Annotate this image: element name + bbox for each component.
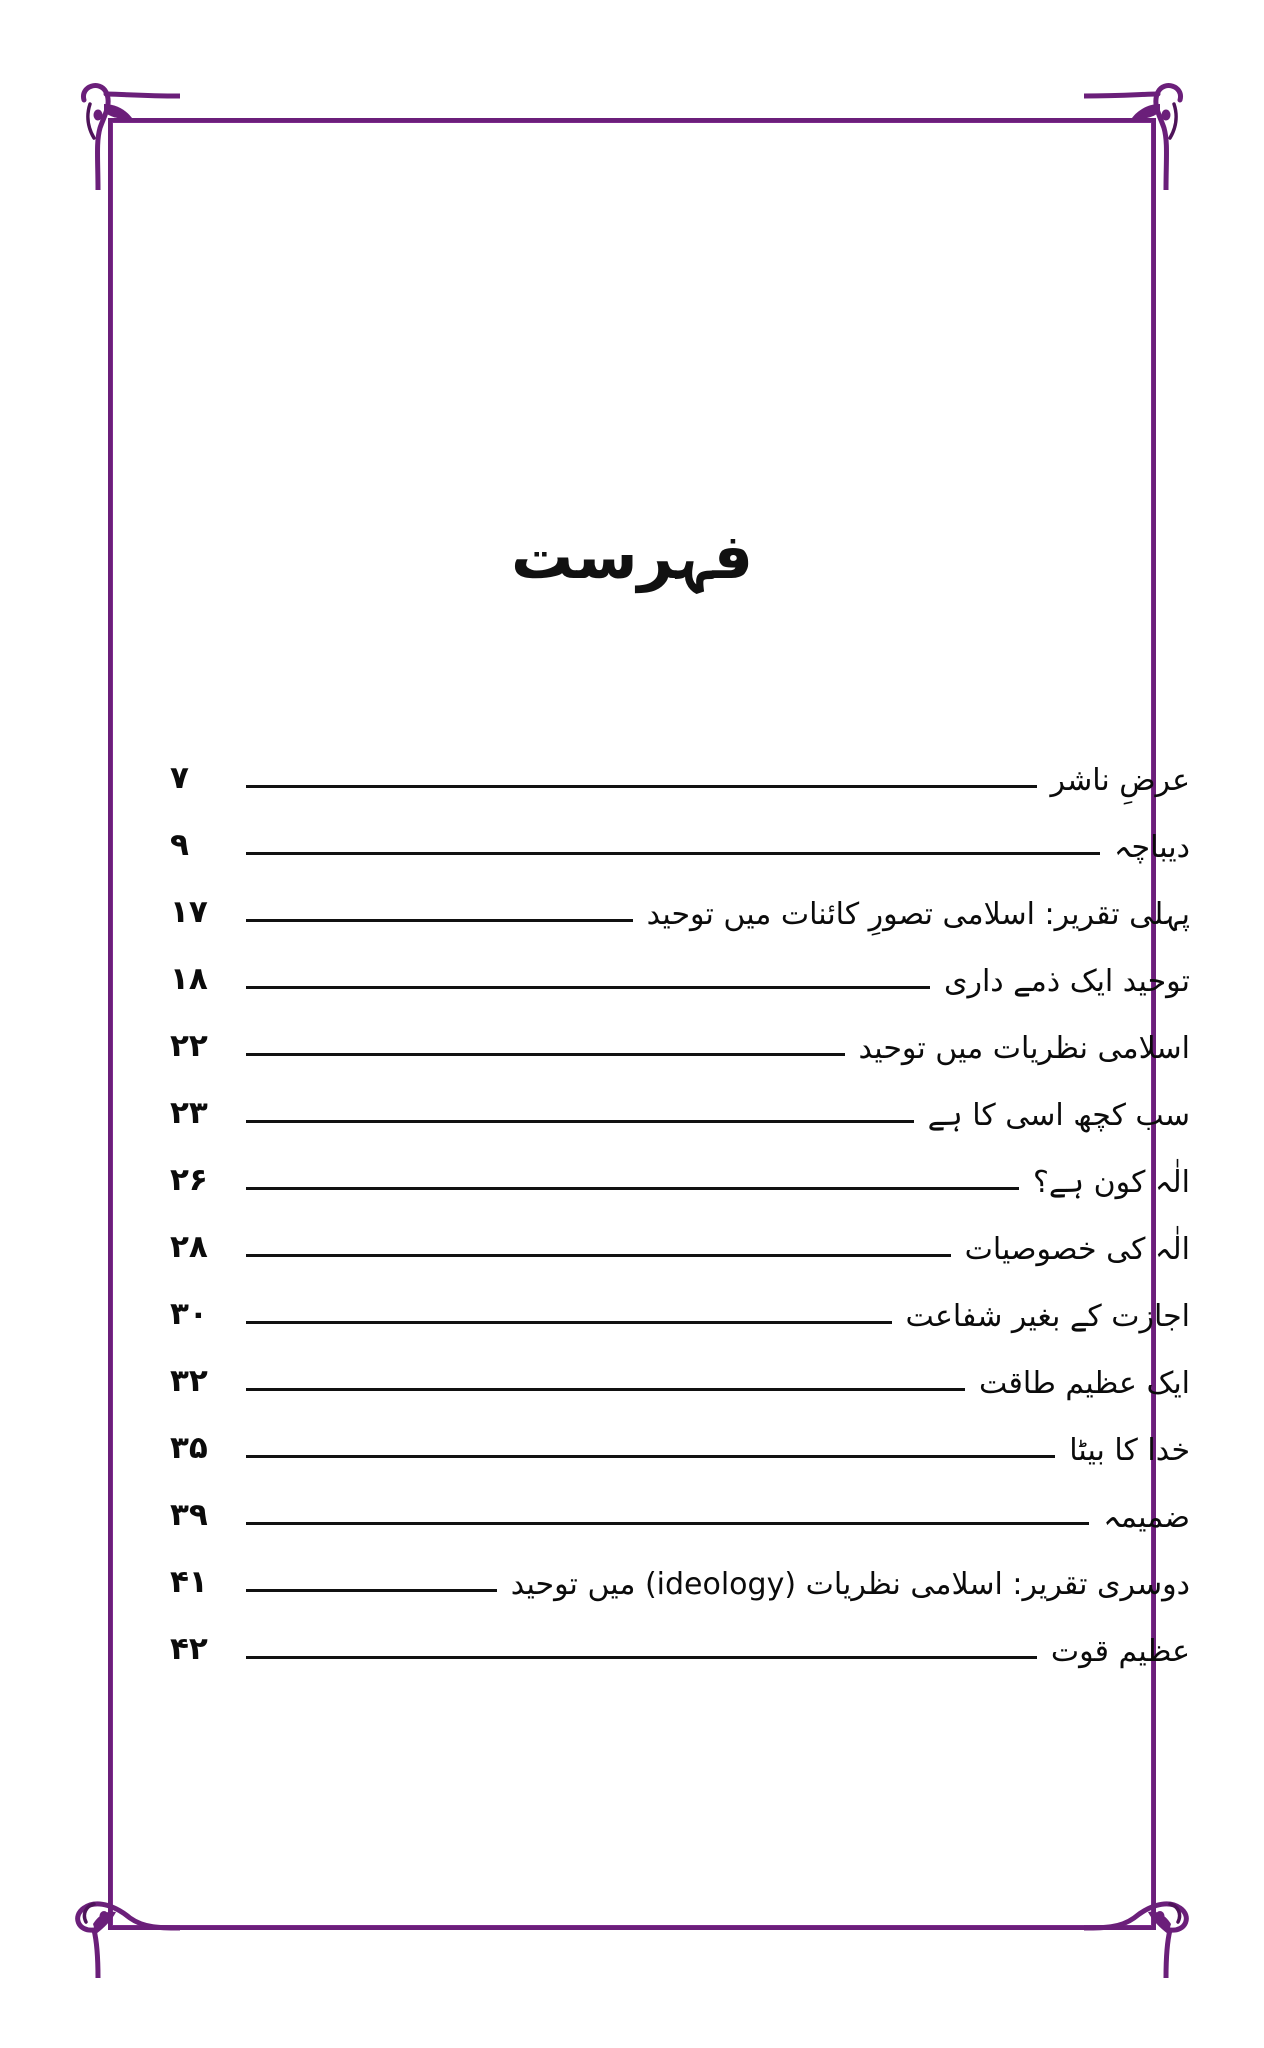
toc-leader-line bbox=[246, 1589, 497, 1592]
toc-entry-page-number: ۴۲ bbox=[170, 1631, 208, 1667]
toc-leader-line bbox=[246, 785, 1037, 788]
toc-leader-line bbox=[246, 1455, 1055, 1458]
toc-entry-label: ضمیمہ bbox=[1103, 1500, 1190, 1535]
toc-entry-row[interactable] bbox=[170, 1070, 1190, 1137]
toc-entry-page-number: ۱۸ bbox=[170, 961, 208, 997]
toc-entry-label: عظیم قوت bbox=[1050, 1634, 1190, 1669]
toc-entry-page-number: ۲۳ bbox=[170, 1095, 208, 1131]
toc-entry-page-number: ۲۲ bbox=[170, 1028, 208, 1064]
toc-entry-row[interactable] bbox=[170, 869, 1190, 936]
toc-entry-row[interactable] bbox=[170, 1003, 1190, 1070]
table-of-contents-list bbox=[170, 735, 1190, 1673]
toc-entry-page-number: ۹ bbox=[170, 827, 189, 863]
toc-entry-row[interactable] bbox=[170, 1539, 1190, 1606]
toc-entry-page-number: ۳۵ bbox=[170, 1430, 208, 1466]
toc-entry-row[interactable] bbox=[170, 1405, 1190, 1472]
toc-entry-row[interactable] bbox=[170, 1271, 1190, 1338]
toc-leader-line bbox=[246, 1388, 965, 1391]
toc-entry-row[interactable] bbox=[170, 936, 1190, 1003]
toc-entry-row[interactable] bbox=[170, 1472, 1190, 1539]
toc-entry-page-number: ۲۶ bbox=[170, 1162, 208, 1198]
toc-entry-page-number: ۱۷ bbox=[170, 894, 208, 930]
toc-entry-label: سب کچھ اسی کا ہے bbox=[927, 1098, 1190, 1133]
toc-entry-label: ایک عظیم طاقت bbox=[979, 1366, 1190, 1401]
toc-leader-line bbox=[246, 1321, 892, 1324]
toc-entry-label: الٰہ کون ہے؟ bbox=[1032, 1165, 1190, 1200]
toc-leader-line bbox=[246, 919, 633, 922]
toc-leader-line bbox=[246, 1522, 1089, 1525]
toc-entry-label: عرضِ ناشر bbox=[1050, 763, 1190, 798]
toc-entry-page-number: ۷ bbox=[170, 760, 189, 796]
toc-entry-label: الٰہ کی خصوصیات bbox=[964, 1232, 1190, 1267]
toc-leader-line bbox=[246, 1187, 1019, 1190]
toc-leader-line bbox=[246, 1656, 1037, 1659]
toc-leader-line bbox=[246, 1053, 845, 1056]
toc-leader-line bbox=[246, 986, 930, 989]
toc-entry-label: خدا کا بیٹا bbox=[1069, 1433, 1190, 1468]
toc-entry-row[interactable] bbox=[170, 1338, 1190, 1405]
toc-entry-label: پہلی تقریر: اسلامی تصورِ کائنات میں توحید bbox=[646, 897, 1190, 932]
toc-entry-label: توحید ایک ذمے داری bbox=[943, 964, 1190, 999]
toc-entry-page-number: ۳۲ bbox=[170, 1363, 208, 1399]
toc-entry-page-number: ۴۱ bbox=[170, 1564, 208, 1600]
toc-entry-row[interactable] bbox=[170, 802, 1190, 869]
toc-entry-row[interactable] bbox=[170, 1606, 1190, 1673]
toc-entry-page-number: ۳۹ bbox=[170, 1497, 208, 1533]
toc-entry-page-number: ۳۰ bbox=[170, 1296, 208, 1332]
toc-leader-line bbox=[246, 1120, 914, 1123]
toc-entry-row[interactable] bbox=[170, 1137, 1190, 1204]
toc-entry-page-number: ۲۸ bbox=[170, 1229, 208, 1265]
toc-entry-row[interactable] bbox=[170, 1204, 1190, 1271]
toc-entry-label: دیباچہ bbox=[1113, 830, 1190, 865]
toc-leader-line bbox=[246, 852, 1100, 855]
toc-entry-label: دوسری تقریر: اسلامی نظریات (ideology) میں توحید bbox=[510, 1567, 1190, 1602]
page-title: فہرست bbox=[510, 520, 754, 593]
toc-entry-label: اسلامی نظریات میں توحید bbox=[858, 1031, 1190, 1066]
toc-leader-line bbox=[246, 1254, 951, 1257]
toc-entry-label: اجازت کے بغیر شفاعت bbox=[905, 1299, 1190, 1334]
toc-entry-row[interactable] bbox=[170, 735, 1190, 802]
